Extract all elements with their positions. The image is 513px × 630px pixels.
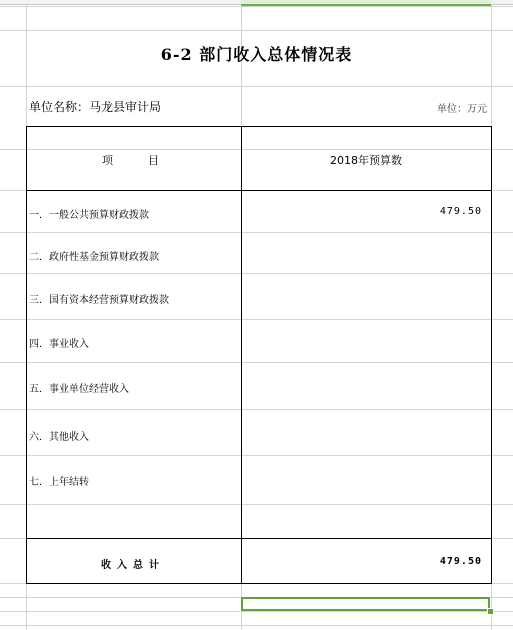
row-label: 五．事业单位经营收入: [29, 384, 129, 395]
active-cell-selection[interactable]: [241, 597, 490, 611]
fill-handle[interactable]: [487, 608, 494, 615]
unit-name: 单位名称：马龙县审计局: [29, 100, 162, 114]
total-amount: 479.50: [439, 556, 482, 567]
row-label: 六．其他收入: [29, 432, 89, 443]
sheet-title: 6-2 部门收入总体情况表: [160, 45, 353, 64]
selected-column-header[interactable]: [241, 0, 491, 6]
row-label: 七．上年结转: [29, 477, 89, 488]
row-label: 一．一般公共预算财政拨款: [29, 210, 149, 221]
row-amount: 479.50: [439, 206, 482, 217]
header-item: 项 目: [102, 154, 159, 167]
row-label: 三．国有资本经营预算财政拨款: [29, 295, 169, 306]
row-label: 二．政府性基金预算财政拨款: [29, 252, 159, 263]
row-label: 四．事业收入: [29, 339, 89, 350]
unit-label: 单位：万元: [437, 104, 487, 115]
total-label: 收入总计: [101, 560, 165, 571]
header-budget: 2018年预算数: [330, 154, 402, 167]
